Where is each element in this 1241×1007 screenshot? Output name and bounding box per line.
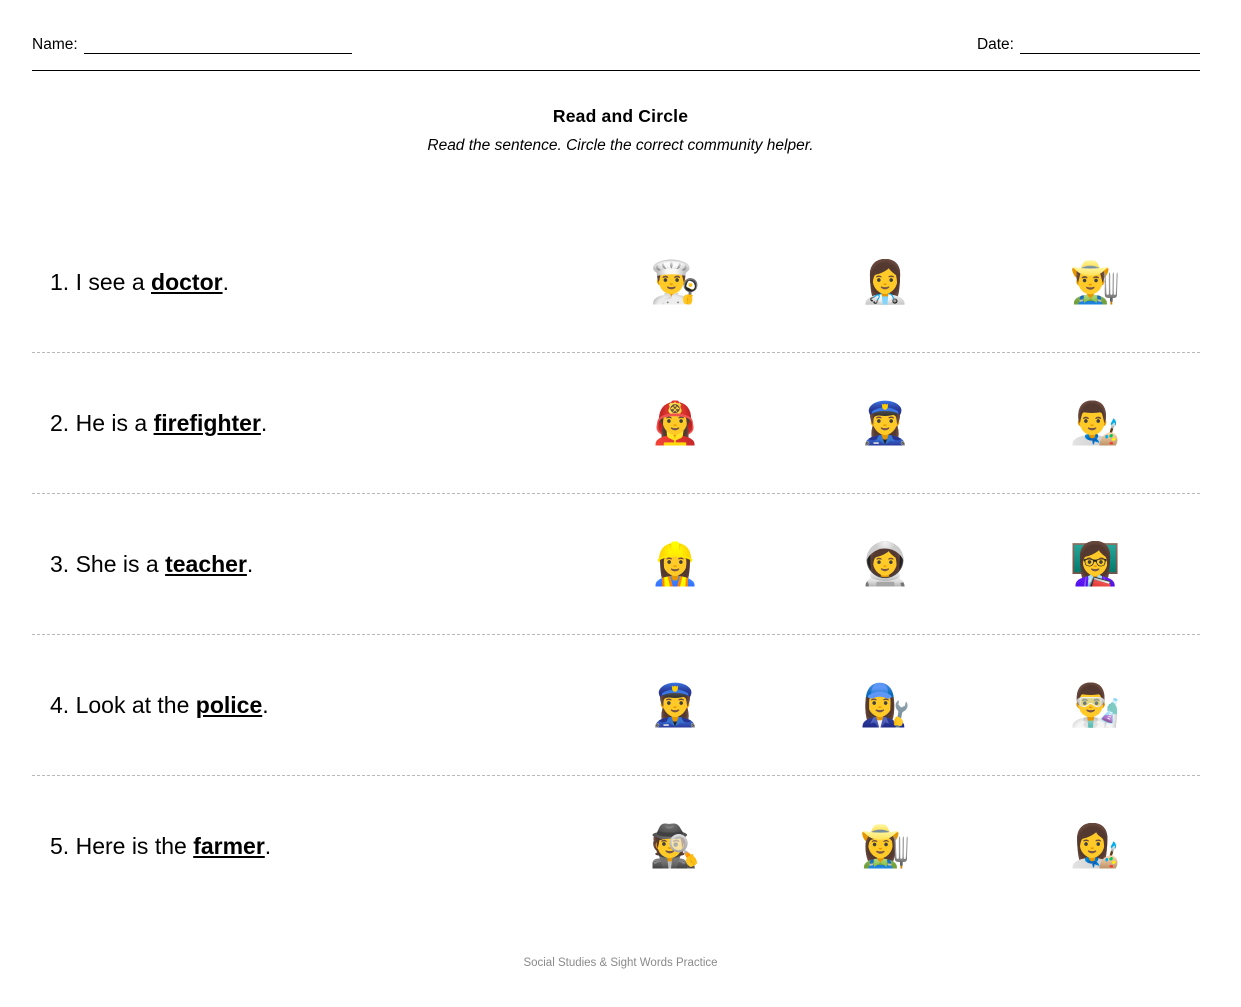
farmer-icon[interactable]: 👩‍🌾 [859, 823, 911, 869]
choice-group [570, 539, 1200, 589]
question-sentence [32, 550, 570, 578]
sentence-suffix: . [262, 692, 269, 718]
scientist-icon[interactable]: 👨‍🔬 [1069, 682, 1121, 728]
sentence-keyword: teacher [165, 551, 247, 577]
artist-icon[interactable]: 👨‍🎨 [1069, 400, 1121, 446]
choice-group [570, 680, 1200, 730]
question-number: 2. [50, 410, 70, 436]
question-sentence [32, 832, 570, 860]
question-sentence [32, 691, 570, 719]
page-footer: Social Studies & Sight Words Practice [523, 957, 718, 969]
sentence-keyword: farmer [193, 833, 265, 859]
sentence-suffix: . [246, 551, 254, 577]
name-input-line[interactable] [84, 38, 352, 54]
student-info-row [32, 36, 1200, 54]
sentence-prefix: Look at the [75, 692, 196, 718]
date-input-line[interactable] [1020, 38, 1200, 54]
sentence-suffix: . [222, 269, 229, 295]
detective-icon[interactable]: 🕵️ [649, 823, 701, 869]
sentence-suffix: . [264, 833, 272, 859]
sentence-keyword: police [195, 692, 263, 718]
question-row [32, 353, 1200, 494]
astronaut-icon[interactable]: 👩‍🚀 [859, 541, 911, 587]
artist-icon[interactable]: 👩‍🎨 [1069, 823, 1121, 869]
question-row [32, 212, 1200, 353]
cook-icon[interactable]: 👨‍🍳 [649, 259, 701, 305]
choice-group [570, 398, 1200, 448]
teacher-icon[interactable]: 👩‍🏫 [1069, 541, 1121, 587]
question-number: 5. [50, 833, 70, 859]
choice-group [570, 821, 1200, 871]
date-field-group [977, 36, 1200, 54]
question-sentence [32, 409, 570, 437]
question-number: 4. [50, 692, 70, 718]
question-list [32, 212, 1200, 916]
choice-group [570, 257, 1200, 307]
sentence-prefix: She is a [75, 551, 166, 577]
name-field-group [32, 36, 352, 54]
question-row [32, 776, 1200, 916]
sentence-prefix: He is a [75, 410, 154, 436]
question-row [32, 494, 1200, 635]
header-divider [32, 70, 1200, 71]
page-title: Read and Circle [552, 106, 689, 126]
name-label: Name: [32, 36, 78, 53]
sentence-keyword: firefighter [153, 410, 261, 436]
police-officer-icon[interactable]: 👮‍♀️ [859, 400, 911, 446]
sentence-suffix: . [260, 410, 268, 436]
question-row [32, 635, 1200, 776]
firefighter-icon[interactable]: 👩‍🚒 [649, 400, 701, 446]
date-label: Date: [976, 36, 1014, 53]
doctor-icon[interactable]: 👩‍⚕️ [859, 259, 911, 305]
question-number: 1. [50, 269, 70, 295]
police-officer-icon[interactable]: 👮‍♀️ [649, 682, 701, 728]
sentence-keyword: doctor [151, 269, 223, 295]
question-number: 3. [50, 551, 70, 577]
sentence-prefix: I see a [75, 269, 152, 295]
farmer-icon[interactable]: 👨‍🌾 [1069, 259, 1121, 305]
construction-worker-icon[interactable]: 👷‍♀️ [649, 541, 701, 587]
mechanic-icon[interactable]: 👩‍🔧 [859, 682, 911, 728]
question-sentence [32, 268, 570, 296]
page-subtitle: Read the sentence. Circle the correct community helper. [427, 137, 814, 154]
sentence-prefix: Here is the [75, 833, 194, 859]
